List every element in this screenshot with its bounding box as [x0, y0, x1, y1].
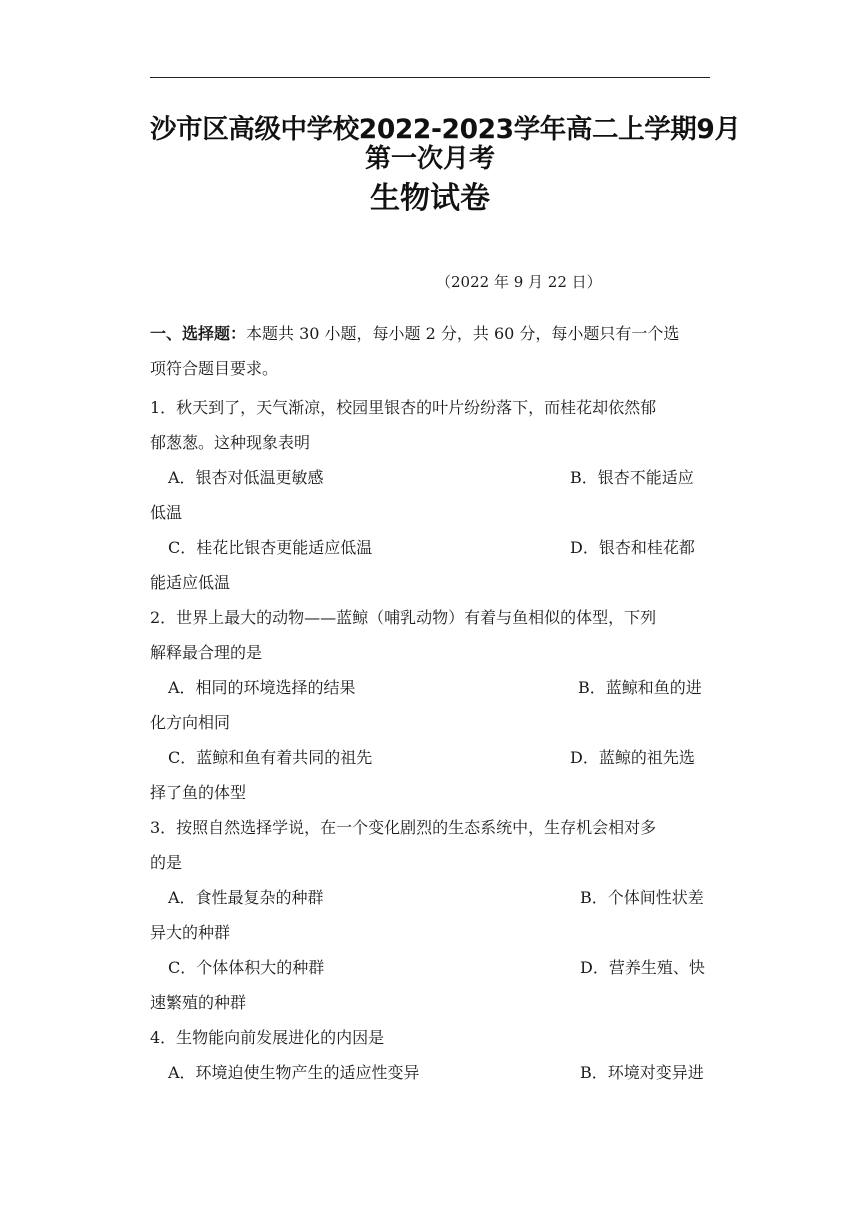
- question-2-stem-cont: 解释最合理的是: [150, 643, 263, 662]
- question-1-option-c: C．桂花比银杏更能适应低温: [168, 538, 373, 557]
- section-instruction-text: 本题共 30 小题，每小题 2 分，共 60 分，每小题只有一个选: [246, 324, 680, 343]
- section-instruction: [150, 322, 679, 346]
- question-1-option-d-cont: 能适应低温: [150, 573, 231, 592]
- question-3-option-c: C．个体体积大的种群: [168, 958, 325, 977]
- question-4-stem: 4．生物能向前发展进化的内因是: [150, 1028, 385, 1047]
- section-heading: 一、选择题：: [150, 324, 247, 343]
- question-4-option-b: B．环境对变异进: [580, 1063, 704, 1082]
- question-1-option-b: B．银杏不能适应: [570, 468, 694, 487]
- question-3-option-b-cont: 异大的种群: [150, 923, 231, 942]
- exam-title-line1: 沙市区高级中学校2022-2023学年高二上学期9月: [150, 114, 741, 145]
- question-3-option-d-cont: 速繁殖的种群: [150, 993, 247, 1012]
- exam-title-line2: 第一次月考: [364, 144, 495, 174]
- question-2-option-a: A．相同的环境选择的结果: [168, 678, 356, 697]
- question-3-option-a: A．食性最复杂的种群: [168, 888, 324, 907]
- exam-subject: 生物试卷: [370, 181, 490, 216]
- question-1-option-d: D．银杏和桂花都: [570, 538, 695, 557]
- question-1-stem-cont: 郁葱葱。这种现象表明: [150, 433, 311, 452]
- question-4-option-a: A．环境迫使生物产生的适应性变异: [168, 1063, 420, 1082]
- question-2-option-d: D．蓝鲸的祖先选: [570, 748, 695, 767]
- question-2-stem: 2．世界上最大的动物——蓝鲸（哺乳动物）有着与鱼相似的体型，下列: [150, 608, 657, 627]
- question-2-option-d-cont: 择了鱼的体型: [150, 783, 247, 802]
- header-rule: [150, 77, 710, 78]
- question-1-stem: 1．秋天到了，天气渐凉，校园里银杏的叶片纷纷落下，而桂花却依然郁: [150, 398, 657, 417]
- question-2-option-b: B．蓝鲸和鱼的进: [578, 678, 702, 697]
- question-1-option-b-cont: 低温: [150, 503, 183, 522]
- question-1-option-a: A．银杏对低温更敏感: [168, 468, 324, 487]
- question-2-option-b-cont: 化方向相同: [150, 713, 231, 732]
- question-3-stem-cont: 的是: [150, 853, 183, 872]
- question-3-stem: 3．按照自然选择学说，在一个变化剧烈的生态系统中，生存机会相对多: [150, 818, 657, 837]
- exam-date: （2022 年 9 月 22 日）: [436, 273, 602, 291]
- section-instruction-cont: 项符合题目要求。: [150, 359, 279, 378]
- question-3-option-d: D．营养生殖、快: [580, 958, 705, 977]
- question-3-option-b: B．个体间性状差: [580, 888, 704, 907]
- question-2-option-c: C．蓝鲸和鱼有着共同的祖先: [168, 748, 373, 767]
